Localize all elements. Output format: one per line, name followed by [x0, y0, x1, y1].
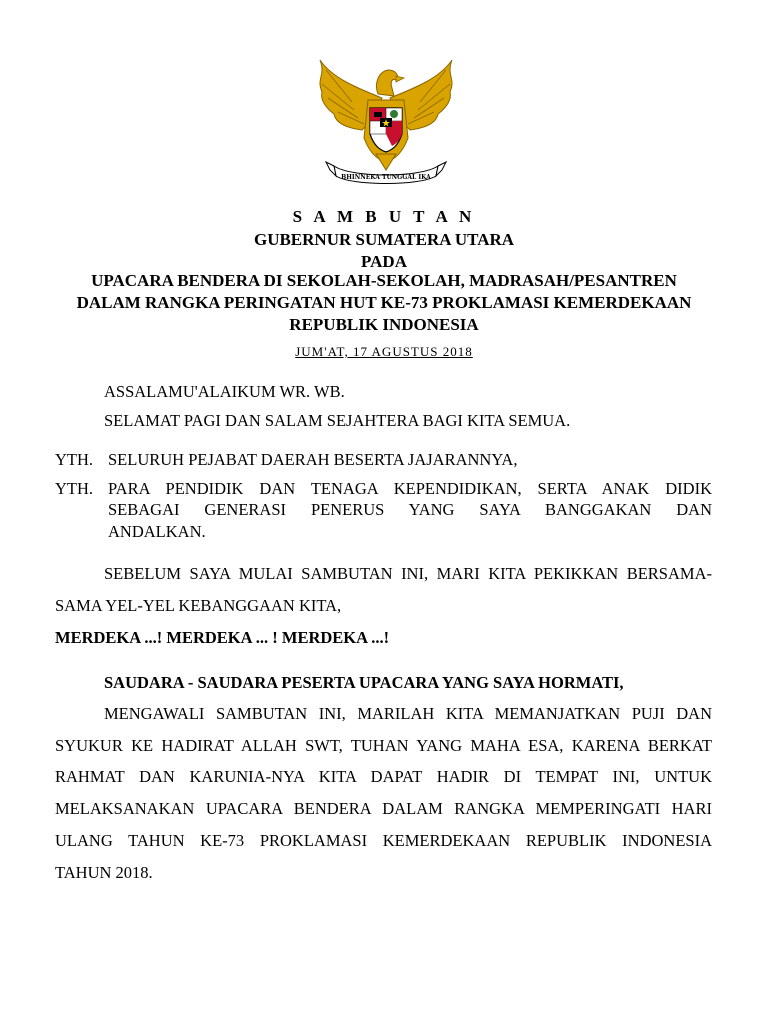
paragraph-1-line-2: SAMA YEL-YEL KEBANGGAAN KITA,: [55, 596, 342, 615]
paragraph-2-line-3: RAHMAT DAN KARUNIA-NYA KITA DAPAT HADIR DI TEMPAT INI, UNTUK: [55, 767, 712, 786]
yth-text-2-line-1: PARA PENDIDIK DAN TENAGA KEPENDIDIKAN, SERTA ANAK DIDIK: [108, 479, 712, 498]
yth-label-1: YTH.: [55, 450, 94, 469]
yth-text-1: SELURUH PEJABAT DAERAH BESERTA JAJARANNYA,: [108, 450, 518, 469]
yth-text-2-line-3: ANDALKAN.: [108, 522, 206, 541]
emblem-motto: BHINNEKA TUNGGAL IKA: [341, 174, 431, 181]
saudara-heading: SAUDARA - SAUDARA PESERTA UPACARA YANG SAYA HORMATI,: [104, 673, 624, 692]
paragraph-2-line-2: SYUKUR KE HADIRAT ALLAH SWT, TUHAN YANG MAHA ESA, KARENA BERKAT: [55, 736, 712, 755]
document-date: JUM'AT, 17 AGUSTUS 2018: [295, 344, 473, 359]
greeting-salam: ASSALAMU'ALAIKUM WR. WB.: [104, 382, 345, 401]
yth-label-2: YTH.: [55, 479, 94, 498]
title-line-5: DALAM RANGKA PERINGATAN HUT KE-73 PROKLAMASI KEMERDEKAAN: [76, 293, 692, 312]
document-title: S A M B U T A N: [292, 207, 476, 226]
greeting-pagi: SELAMAT PAGI DAN SALAM SEJAHTERA BAGI KITA SEMUA.: [104, 411, 571, 430]
title-line-2: GUBERNUR SUMATERA UTARA: [253, 230, 515, 249]
title-line-6: REPUBLIK INDONESIA: [289, 315, 479, 334]
yth-text-2-line-2: SEBAGAI GENERASI PENERUS YANG SAYA BANGGAKAN DAN: [108, 500, 712, 519]
paragraph-2-line-6: TAHUN 2018.: [55, 863, 153, 882]
garuda-emblem-icon: [312, 58, 460, 188]
title-line-4: UPACARA BENDERA DI SEKOLAH-SEKOLAH, MADRASAH/PESANTREN: [91, 271, 677, 290]
merdeka-line: MERDEKA ...! MERDEKA ... ! MERDEKA ...!: [55, 628, 390, 647]
title-line-3: PADA: [361, 252, 407, 271]
paragraph-2-line-1: MENGAWALI SAMBUTAN INI, MARILAH KITA MEMANJATKAN PUJI DAN: [104, 704, 712, 723]
paragraph-2-line-4: MELAKSANAKAN UPACARA BENDERA DALAM RANGKA MEMPERINGATI HARI: [55, 799, 712, 818]
paragraph-1-line-1: SEBELUM SAYA MULAI SAMBUTAN INI, MARI KITA PEKIKKAN BERSAMA-: [104, 564, 712, 583]
paragraph-2-line-5: ULANG TAHUN KE-73 PROKLAMASI KEMERDEKAAN REPUBLIK INDONESIA: [55, 831, 712, 850]
